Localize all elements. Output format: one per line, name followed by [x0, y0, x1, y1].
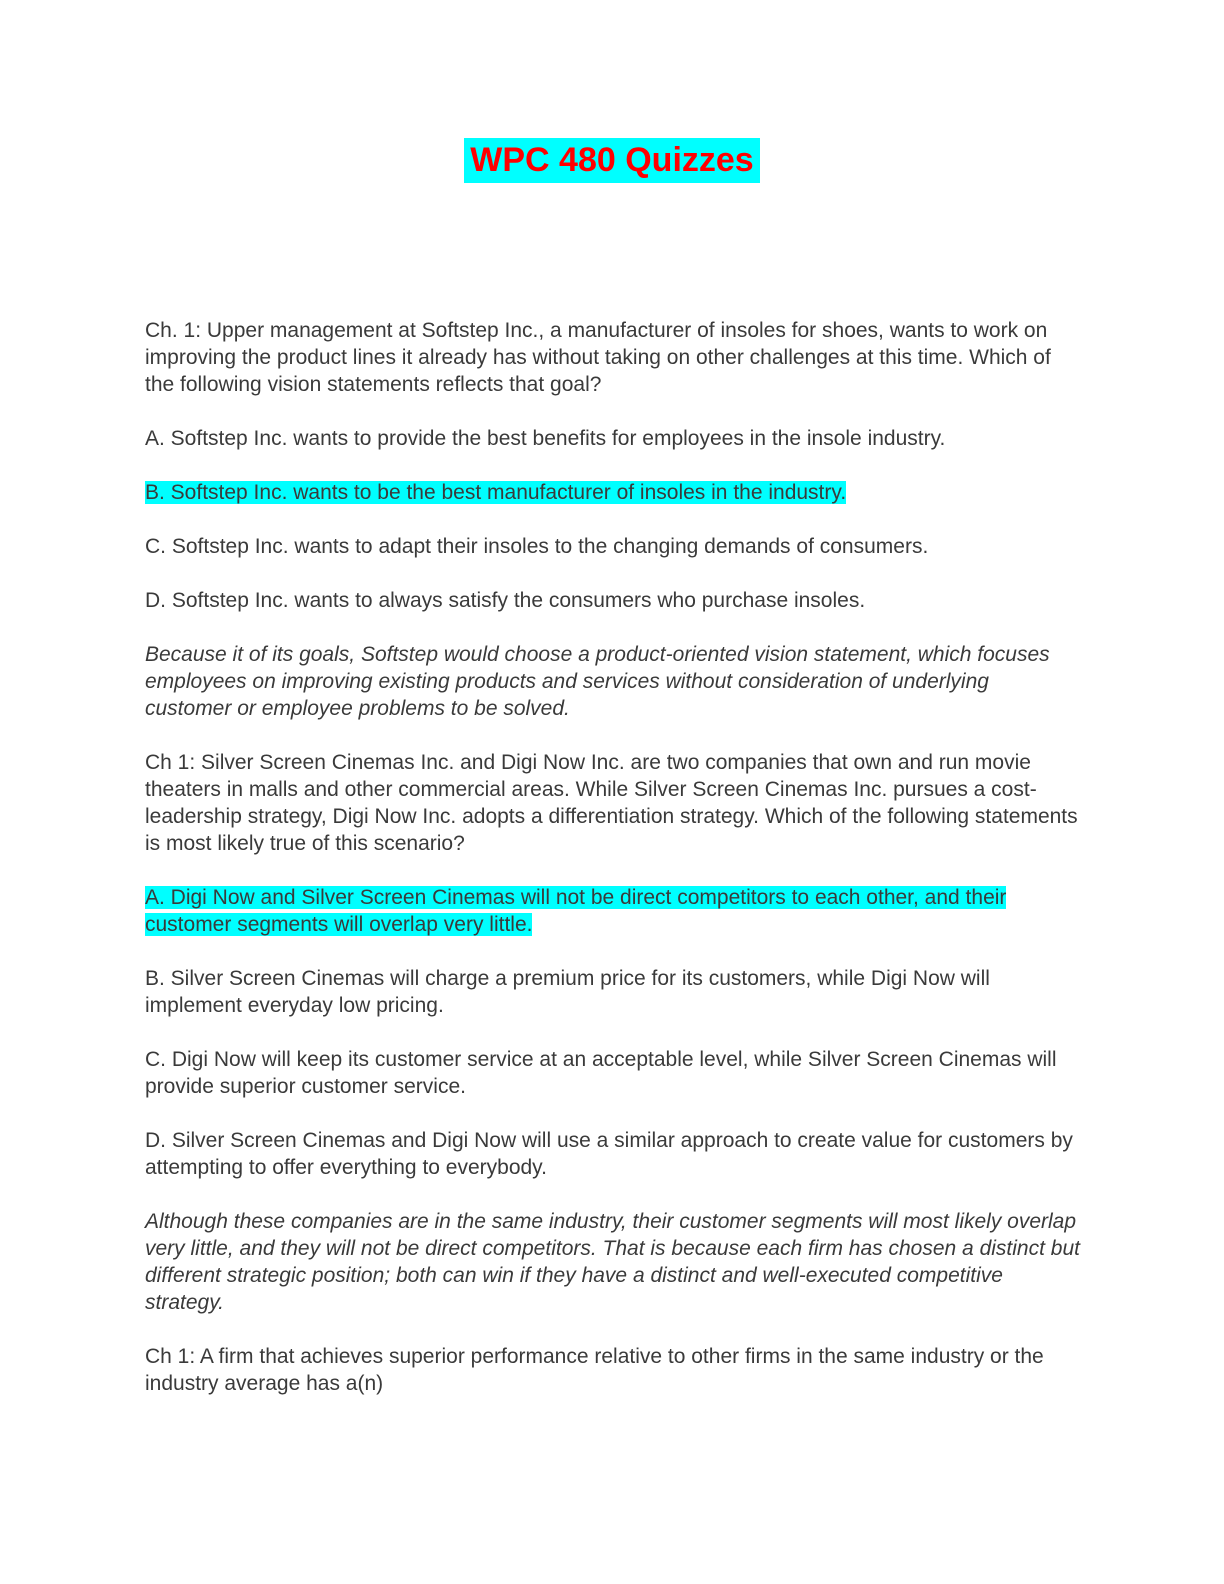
- answer-option: C. Softstep Inc. wants to adapt their insoles to the changing demands of consumers.: [145, 534, 929, 558]
- answer-option: C. Digi Now will keep its customer service at an acceptable level, while Silver Screen Cinemas will provide superior customer service.: [145, 1047, 1057, 1098]
- answer-option: A. Softstep Inc. wants to provide the best benefits for employees in the insole industry.: [145, 426, 946, 450]
- answer-highlight: B. Softstep Inc. wants to be the best manufacturer of insoles in the industry.: [145, 480, 847, 504]
- page-title-highlight: WPC 480 Quizzes: [470, 141, 754, 179]
- answer-option: D. Silver Screen Cinemas and Digi Now will use a similar approach to create value for customers by attempting to offer everything to everybody.: [145, 1128, 1073, 1179]
- answer-option: B. Silver Screen Cinemas will charge a premium price for its customers, while Digi Now will implement everyday low pricing.: [145, 966, 990, 1017]
- question-paragraph: Ch 1: Silver Screen Cinemas Inc. and Digi Now Inc. are two companies that own and run movie theaters in malls and other commercial areas. While Silver Screen Cinemas Inc. pursues a cost-leadership strategy, Digi Now Inc. adopts a differentiation strategy. Which of the following statements is most likely true of this scenario?: [145, 750, 1078, 855]
- highlighted-answer-option: [145, 884, 1080, 938]
- answer-option: D. Softstep Inc. wants to always satisfy the consumers who purchase insoles.: [145, 588, 866, 612]
- question-paragraph: Ch 1: A firm that achieves superior performance relative to other firms in the same industry or the industry average has a(n): [145, 1344, 1044, 1395]
- explanation-paragraph: Because it of its goals, Softstep would choose a product-oriented vision statement, which focuses employees on improving existing products and services without consideration of underlying customer or employee problems to be solved.: [145, 642, 1050, 720]
- answer-highlight: A. Digi Now and Silver Screen Cinemas will not be direct competitors to each other, and their customer segments will overlap very little.: [145, 885, 1007, 936]
- document-body: [145, 317, 1080, 1397]
- highlighted-answer-option: [145, 479, 1080, 506]
- page-title: [464, 138, 759, 183]
- title-container: [0, 0, 1224, 183]
- explanation-paragraph: Although these companies are in the same industry, their customer segments will most likely overlap very little, and they will not be direct competitors. That is because each firm has chosen a distinct but different strategic position; both can win if they have a distinct and well-executed competitive strategy.: [145, 1209, 1080, 1314]
- question-paragraph: Ch. 1: Upper management at Softstep Inc., a manufacturer of insoles for shoes, wants to work on improving the product lines it already has without taking on other challenges at this time. Which of the following vision statements reflects that goal?: [145, 318, 1051, 396]
